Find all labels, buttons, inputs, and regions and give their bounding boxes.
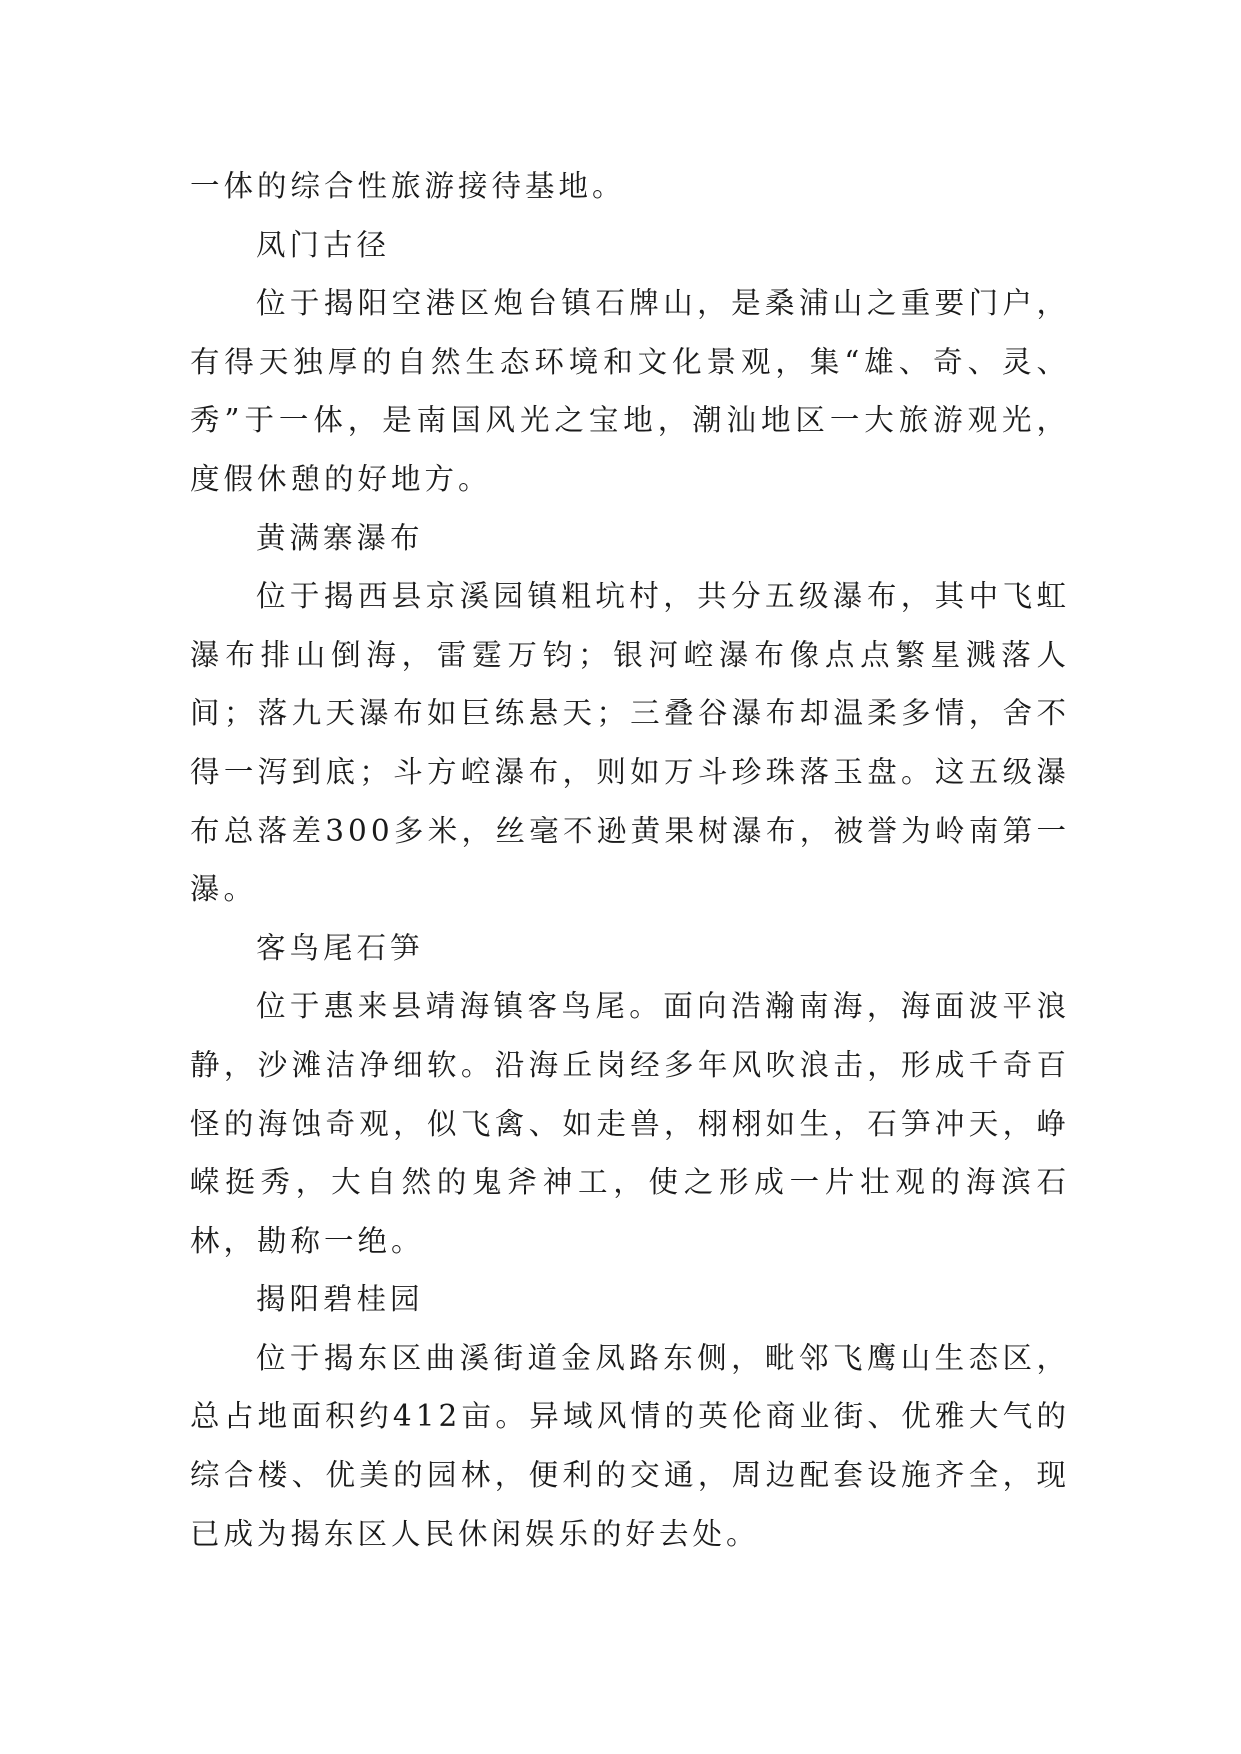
section-body-biguiyuan: 位于揭东区曲溪街道金凤路东侧，毗邻飞鹰山生态区，总占地面积约412亩。异域风情的英伦商业街、优雅大气的综合楼、优美的园林，便利的交通，周边配套设施齐全，现已成为揭东区人民休闲娱乐的好去处。	[190, 1340, 1070, 1551]
section-title-huangmanzhai: 黄满寨瀑布	[256, 520, 424, 555]
section-title-fengmen: 凤门古径	[256, 227, 391, 262]
section-body-huangmanzhai: 位于揭西县京溪园镇粗坑村，共分五级瀑布，其中飞虹瀑布排山倒海，雷霆万钧；银河崆瀑布像点点繁星溅落人间；落九天瀑布如巨练悬天；三叠谷瀑布却温柔多情，舍不得一泻到底；斗方崆瀑布，则如万斗珍珠落玉盘。这五级瀑布总落差300多米，丝毫不逊黄果树瀑布，被誉为岭南第一瀑。	[190, 579, 1070, 907]
section-title-keniaowei: 客鸟尾石笋	[256, 930, 424, 965]
section-title-biguiyuan: 揭阳碧桂园	[256, 1282, 424, 1317]
intro-continuation: 一体的综合性旅游接待基地。	[190, 169, 626, 203]
document-body	[190, 157, 1070, 1563]
section-body-fengmen: 位于揭阳空港区炮台镇石牌山，是桑浦山之重要门户，有得天独厚的自然生态环境和文化景观，集“雄、奇、灵、秀”于一体，是南国风光之宝地，潮汕地区一大旅游观光，度假休憩的好地方。	[190, 286, 1070, 496]
section-body-keniaowei: 位于惠来县靖海镇客鸟尾。面向浩瀚南海，海面波平浪静，沙滩洁净细软。沿海丘岗经多年风吹浪击，形成千奇百怪的海蚀奇观，似飞禽、如走兽，栩栩如生，石笋冲天，峥嵘挺秀，大自然的鬼斧神工，使之形成一片壮观的海滨石林，勘称一绝。	[190, 989, 1070, 1258]
